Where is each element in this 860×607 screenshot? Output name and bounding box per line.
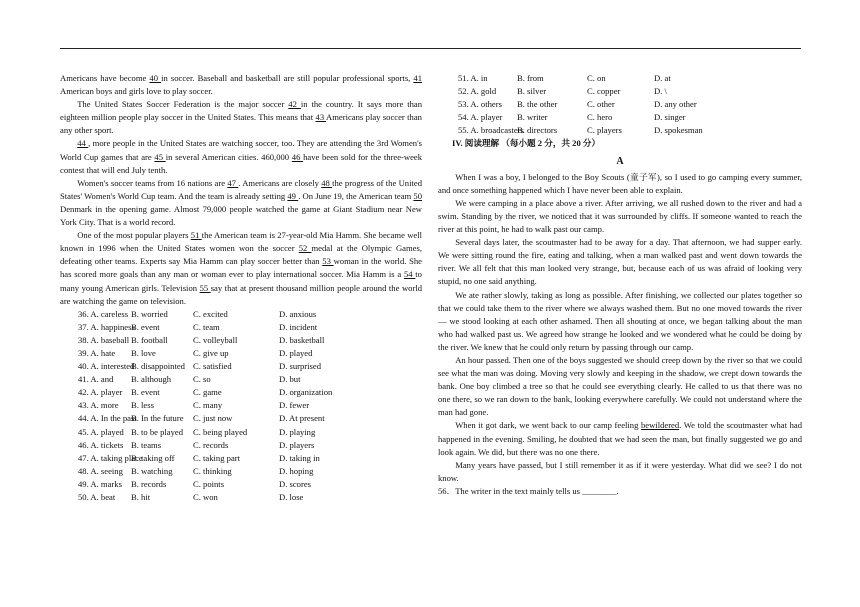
option: B. event — [131, 321, 160, 332]
paragraph — [438, 289, 802, 354]
option-row — [60, 334, 422, 347]
option-row — [60, 373, 422, 386]
option-row — [438, 98, 802, 111]
option: B. directors — [517, 125, 558, 136]
option-row — [60, 452, 422, 465]
cloze-options — [60, 308, 422, 504]
option: 53. A. others — [458, 99, 502, 110]
option: 38. A. baseball — [78, 334, 130, 345]
cloze-options-continued — [438, 72, 802, 137]
text-segment: medal at the Olympic Games, defeating other teams. Experts say Mia Hamm can play soccer better than — [60, 243, 422, 267]
option: B. taking off — [131, 452, 175, 463]
option: C. won — [193, 492, 218, 502]
paragraph — [60, 137, 422, 176]
option: D. organization — [279, 387, 333, 398]
blank: 41 — [413, 73, 422, 83]
left-column — [60, 72, 422, 504]
paragraph — [60, 177, 422, 229]
option: B. to be played — [131, 426, 184, 437]
blank: 43 — [315, 112, 327, 123]
text-segment: to many young American girls. Television — [60, 269, 422, 293]
option-row — [60, 439, 422, 452]
option: 50. A. beat — [78, 492, 116, 502]
option: C. give up — [193, 347, 229, 358]
option-row — [60, 308, 422, 321]
option: D. \ — [654, 86, 667, 97]
option: B. silver — [517, 86, 547, 97]
option: C. team — [193, 321, 220, 332]
text-segment: have been sold for the three-week contest that will end July tenth. — [60, 151, 423, 175]
option: D. spokesman — [654, 125, 703, 136]
option: 44. A. In the past — [78, 413, 137, 424]
option: C. points — [193, 478, 225, 489]
option: C. satisfied — [193, 361, 232, 372]
option: D. playing — [279, 426, 316, 437]
option: D. any other — [654, 99, 697, 110]
cloze-passage — [60, 72, 422, 308]
option: C. thinking — [193, 465, 232, 476]
option: 42. A. player — [78, 387, 123, 398]
blank: bewildered — [640, 420, 680, 431]
option: 45. A. played — [78, 426, 124, 437]
option: D. surprised — [279, 361, 322, 372]
text-segment: say that at present thousand million people around the world are watching the game on television. — [60, 282, 422, 306]
text-segment: Americans play soccer than any other sport. — [60, 112, 422, 136]
paragraph — [438, 354, 802, 419]
right-column — [438, 72, 802, 498]
option: 41. A. and — [78, 374, 114, 385]
option: B. the other — [517, 99, 558, 110]
option: D. scores — [279, 478, 311, 489]
blank: 46 — [291, 151, 304, 162]
blank: 42 — [288, 99, 301, 110]
option: B. records — [131, 478, 167, 489]
question-56: 56．The writer in the text mainly tells us ________. — [438, 485, 619, 496]
option: C. game — [193, 387, 222, 398]
option-row — [60, 321, 422, 334]
option: 37. A. happiness — [78, 321, 135, 332]
option: D. incident — [279, 321, 318, 332]
text-segment: in several American cities. 460,000 — [165, 151, 292, 162]
option: 52. A. gold — [458, 86, 497, 97]
blank: 44 — [77, 138, 89, 149]
option: B. watching — [131, 465, 173, 476]
option: 51. A. in — [458, 73, 488, 83]
blank: 49 — [287, 190, 299, 201]
text-segment: . On June 19, the American team — [298, 190, 414, 201]
option: C. hero — [587, 112, 613, 123]
option: B. teams — [131, 439, 162, 450]
blank: 53 — [322, 256, 334, 267]
blank: 50 — [413, 190, 422, 201]
option: B. In the future — [131, 413, 184, 424]
blank: 40 — [149, 73, 162, 83]
option: 46. A. tickets — [78, 439, 124, 450]
option: C. copper — [587, 86, 621, 97]
text-segment: An hour passed. Then one of the boys suggested we should creep down by the river so that we could see what the man was doing. Moving very slowly and keeping in the shadow, we crept down towards the bank. One boy climbed a tree so that he could see everything clearly. He called to us that there was no one there, so we ran down to the bank, looking everywhere carefully. We could not understand where the man had gone. — [438, 354, 802, 418]
option: 43. A. more — [78, 400, 119, 411]
text-segment: Women's soccer teams from 16 nations are — [77, 177, 228, 188]
option: D. played — [279, 347, 313, 358]
blank: 52 — [298, 243, 312, 254]
option-row — [60, 360, 422, 373]
option: 48. A. seeing — [78, 465, 123, 476]
text-segment: The United States Soccer Federation is the major soccer — [77, 99, 289, 110]
option: C. so — [193, 374, 211, 385]
option: C. being played — [193, 426, 248, 437]
paragraph — [438, 171, 802, 197]
option-row — [60, 412, 422, 425]
passage-letter: A — [616, 155, 624, 167]
option: 47. A. taking place — [78, 452, 143, 463]
paragraph — [60, 98, 422, 137]
option-row — [438, 85, 802, 98]
option: D. taking in — [279, 452, 320, 463]
option: D. fewer — [279, 400, 310, 411]
text-segment: in the country. It says more than eighteen million people play soccer in the United States. This means that — [60, 99, 423, 123]
text-segment: . We told the scoutmaster what had happened in the evening. Smiling, he doubted that we had seen the man, but finally suggested we go and look again. We did, but there was no one there. — [438, 420, 802, 457]
text-segment: Several days later, the scoutmaster had to be away for a day. That afternoon, we had supper early. We were sitting round the fire, eating and talking, when a man walked past and went down towards the river. We all felt that this man looked very strange, but, because each of us was afraid of looking very stupid, no one said anything. — [438, 237, 802, 287]
paragraph — [438, 459, 802, 485]
option: B. hit — [131, 492, 151, 502]
option: C. many — [193, 400, 223, 411]
option: B. football — [131, 334, 168, 345]
option: 39. A. hate — [78, 347, 116, 358]
option: B. less — [131, 400, 154, 411]
blank: 47 — [227, 177, 239, 188]
option: 36. A. careless — [78, 308, 129, 319]
option: B. worried — [131, 308, 168, 319]
option: B. although — [131, 374, 172, 385]
option: D. players — [279, 439, 315, 450]
option-row — [60, 347, 422, 360]
option: C. on — [587, 73, 606, 83]
option-row — [60, 399, 422, 412]
text-segment: When I was a boy, I belonged to the Boy Scouts (童子军), so I used to go camping every summer, and once something happened which I have never been able to explain. — [438, 171, 802, 195]
text-segment: woman in the world. She has scored more goals than any man or woman ever to play international soccer. Mia Hamm is a — [60, 256, 422, 280]
option: D. at — [654, 73, 671, 83]
option: 55. A. broadcasters — [458, 125, 524, 136]
text-segment: American boys and girls love to play soccer. — [60, 86, 213, 97]
option-row — [60, 386, 422, 399]
text-segment: We ate rather slowly, taking as long as possible. After finishing, we collected our plates together so that we could take them to the river where we always washed them. But no one moved towards the river — we stood looking at each other ashamed. Then all shouting at once, we began talking about the man who had walked past us. We agreed how strange he looked and we wondered what he could be doing by the river. We knew that he could only return by passing through our camp. — [438, 289, 802, 352]
option: D. hoping — [279, 465, 314, 476]
option: B. love — [131, 347, 156, 358]
text-segment: Many years have passed, but I still remember it as if it were yesterday. What did we see? I do not know. — [438, 459, 802, 483]
option: D. At present — [279, 413, 325, 424]
option: C. just now — [193, 413, 233, 424]
text-segment: the progress of the United States' Women's World Cup team. And the team is already setting — [60, 177, 422, 201]
option: C. taking part — [193, 452, 241, 463]
option: D. singer — [654, 112, 686, 123]
option: 54. A. player — [458, 112, 503, 123]
option: C. players — [587, 125, 622, 136]
paragraph — [60, 72, 422, 98]
option-row — [60, 478, 422, 491]
text-segment: . Americans are closely — [238, 177, 322, 188]
option: D. but — [279, 374, 301, 385]
option: B. event — [131, 387, 160, 398]
option: C. volleyball — [193, 334, 238, 345]
option: C. excited — [193, 308, 228, 319]
text-segment: the American team is 27-year-old Mia Hamm. She became well known in 1996 when the United States women won the soccer — [60, 230, 422, 254]
option: C. other — [587, 99, 615, 110]
option: B. disappointed — [131, 361, 185, 372]
option-row — [438, 124, 802, 137]
text-segment: in soccer. Baseball and basketball are still popular professional sports, — [161, 73, 414, 83]
option: 49. A. marks — [78, 478, 122, 489]
option-row — [60, 491, 422, 504]
blank: 55 — [199, 282, 211, 293]
text-segment: Americans have become — [60, 73, 150, 83]
blank: 51 — [190, 230, 202, 241]
text-segment: When it got dark, we went back to our camp feeling — [455, 420, 641, 431]
option-row — [60, 426, 422, 439]
option: B. from — [517, 73, 544, 83]
blank: 54 — [403, 269, 416, 280]
text-segment: Denmark in the opening game. Almost 79,000 people watched the game at Giant Stadium near New York City. That is a world record. — [60, 203, 422, 228]
blank: 45 — [154, 151, 166, 162]
paragraph — [438, 419, 802, 458]
text-segment: One of the most popular players — [77, 230, 191, 241]
header-rule — [60, 48, 801, 49]
option: D. basketball — [279, 334, 325, 345]
section-heading: IV. 阅读理解 （每小题 2 分，共 20 分） — [452, 138, 601, 149]
text-segment: , more people in the United States are watching soccer, too. They are attending the 3rd Women's World Cup games that are — [60, 138, 422, 162]
option-row — [438, 111, 802, 124]
option: D. lose — [279, 492, 304, 502]
paragraph — [438, 236, 802, 288]
text-segment: We were camping in a place above a river. After arriving, we all rushed down to the river and had a swim. Standing by the river, we noticed that it was surrounded by cliffs. If someone wanted to reach the river at this point, he had to walk past our camp. — [438, 197, 802, 235]
blank: 48 — [321, 177, 333, 188]
paragraph — [60, 229, 422, 308]
paragraph — [438, 197, 802, 236]
option: 40. A. interested — [78, 361, 135, 372]
option-row — [60, 465, 422, 478]
option-row — [438, 72, 802, 85]
reading-passage — [438, 171, 802, 485]
option: B. writer — [517, 112, 548, 123]
option: D. anxious — [279, 308, 317, 319]
option: C. records — [193, 439, 229, 450]
